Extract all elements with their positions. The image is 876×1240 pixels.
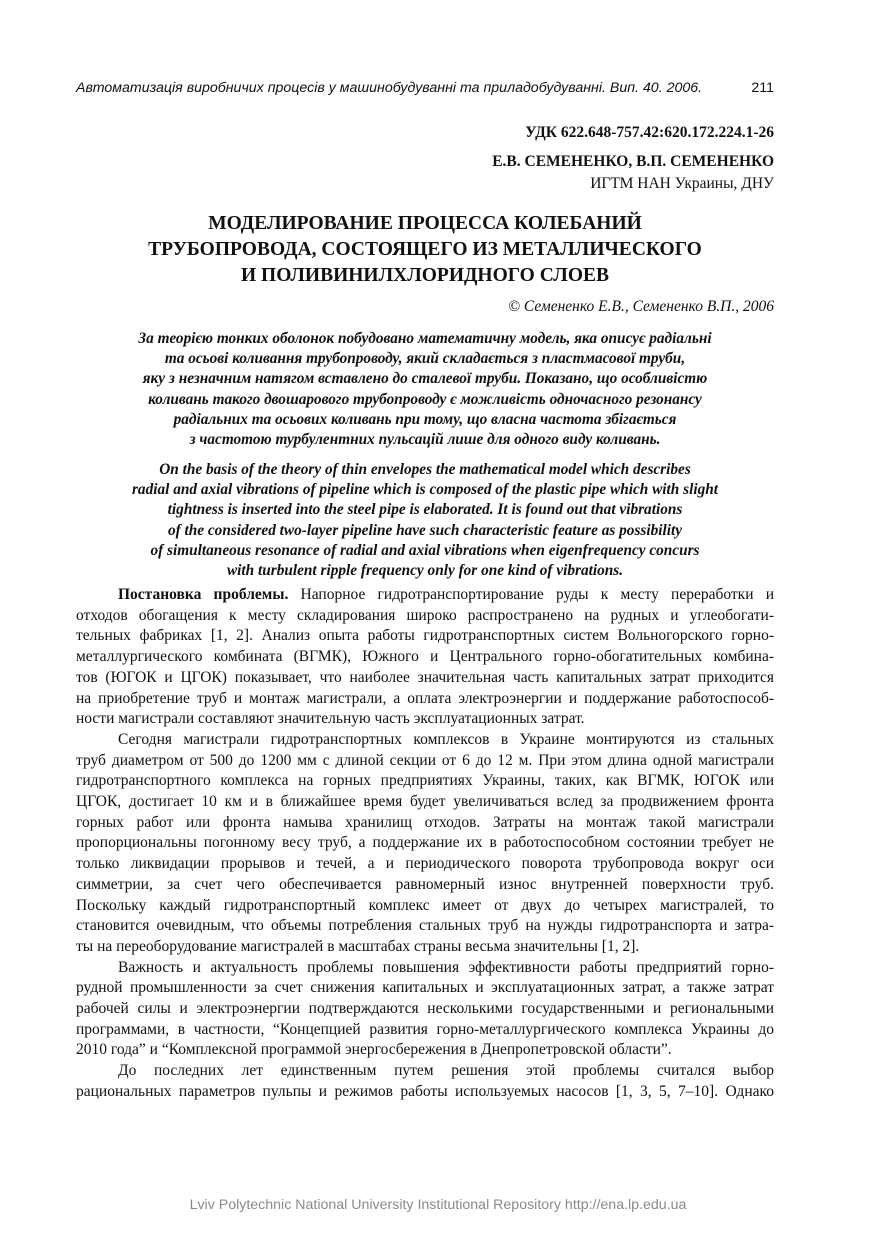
- paragraph-problem-statement: [76, 585, 774, 730]
- title-line: МОДЕЛИРОВАНИЕ ПРОЦЕССА КОЛЕБАНИЙ: [208, 213, 642, 234]
- body-line: металлургического комбината (ВГМК), Южного и Центрального горно-обогатительных комбина-: [76, 648, 774, 666]
- body-line: Поскольку каждый гидротранспортный комплекс имеет от двух до четырех магистралей, то: [76, 896, 774, 914]
- authors: Е.В. СЕМЕНЕНКО, В.П. СЕМЕНЕНКО: [492, 153, 774, 170]
- body-line: симметрии, за счет чего обеспечивается равномерный износ внутренней поверхности труб.: [76, 875, 774, 893]
- body-line: ЦГОК, достигает 10 км и в ближайшее время будет увеличиваться вслед за продвижением фронта: [76, 793, 774, 811]
- body-line: 2010 года” и “Комплексной программой энергосбережения в Днепропетровской области”.: [76, 1041, 672, 1059]
- abstract-line: та осьові коливання трубопроводу, який складається з пластмасової труби,: [164, 350, 686, 368]
- abstract-line: з частотою турбулентних пульсацій лише для одного виду коливань.: [189, 431, 661, 449]
- body-line: рациональных параметров пульпы и режимов работы используемых насосов [1, 3, 5, 7–10]. Однако: [76, 1082, 774, 1100]
- paper-title: [76, 211, 774, 289]
- repository-footer: Lviv Polytechnic National University Institutional Repository http://ena.lp.edu.ua: [189, 1197, 687, 1213]
- body-line: на приобретение труб и монтаж магистрали, а оплата электроэнергии и поддержание работоспособ-: [76, 689, 774, 707]
- body-line-text: Напорное гидротранспортирование руды к месту переработки и: [288, 586, 774, 603]
- running-header: [76, 80, 774, 96]
- abstract-line: of the considered two-layer pipeline have such characteristic feature as possibility: [167, 521, 683, 539]
- abstract-line: On the basis of the theory of thin envelopes the mathematical model which describes: [159, 461, 691, 478]
- abstract-line: коливань такого двошарового трубопроводу є можливість одночасного резонансу: [148, 390, 702, 408]
- body-line: ты на переоборудование магистралей в масштабах страны весьма значительны [1, 2].: [76, 937, 640, 955]
- body-line: До последних лет единственным путем решения этой проблемы считался выбор: [118, 1062, 774, 1080]
- body-line: тов (ЮГОК и ЦГОК) показывает, что наиболее значительная часть капитальных затрат приходится: [76, 668, 774, 686]
- body-line: рудной промышленности за счет снижения капитальных и эксплуатационных затрат, а также затрат: [76, 979, 774, 997]
- body-text: [76, 585, 774, 1103]
- journal-citation: Автоматизація виробничих процесів у машинобудуванні та приладобудуванні. Вип. 40. 2006.: [76, 80, 703, 96]
- body-line: рабочей силы и электроэнергии подтверждаются несколькими государственными и региональными: [76, 1000, 774, 1018]
- body-line: Важность и актуальность проблемы повышения эффективности работы предприятий горно-: [118, 958, 774, 976]
- body-line: горных работ или фронта намыва хранилищ отходов. Затраты на монтаж такой магистрали: [76, 813, 774, 831]
- abstract-english: [76, 460, 774, 581]
- body-line: [76, 585, 774, 606]
- abstract-line: яку з незначним натягом вставлено до сталевої труби. Показано, що особливістю: [142, 370, 708, 388]
- body-line: только ликвидации прорывов и течей, а и периодического поворота трубопровода вокруг оси: [76, 855, 774, 873]
- abstract-ukrainian: [76, 329, 774, 450]
- paragraph-pipelines: [76, 730, 774, 958]
- body-line: отходов обогащения к месту складирования широко распространено на рудных и углеобогати-: [76, 606, 774, 624]
- abstract-line: За теорією тонких оболонок побудовано математичну модель, яка описує радіальні: [138, 330, 712, 347]
- section-heading: Постановка проблемы.: [118, 586, 289, 603]
- affiliation: ИГТМ НАН Украины, ДНУ: [590, 175, 774, 192]
- abstract-line: of simultaneous resonance of radial and axial vibrations when eigenfrequency concurs: [150, 541, 700, 559]
- page-number: 211: [751, 80, 774, 96]
- body-line: программами, в частности, “Концепцией развития горно-металлургического комплекса Украины до: [76, 1020, 774, 1038]
- abstract-line: radial and axial vibrations of pipeline which is composed of the plastic pipe which with slight: [131, 481, 718, 499]
- paragraph-solutions: [76, 1061, 774, 1102]
- body-line: пропорциональны погонному весу труб, а поддержание их в работоспособном состоянии требует не: [76, 834, 774, 852]
- abstract-line: with turbulent ripple frequency only for one kind of vibrations.: [226, 562, 624, 580]
- abstract-line: tightness is inserted into the steel pipe is elaborated. It is found out that vibrations: [167, 501, 683, 519]
- title-line: И ПОЛИВИНИЛХЛОРИДНОГО СЛОЕВ: [240, 265, 610, 286]
- body-line: становится очевидным, что объемы потребления стальных труб на нужды гидротранспорта и затра-: [76, 917, 774, 935]
- paragraph-importance: [76, 958, 774, 1062]
- body-line: Сегодня магистрали гидротранспортных комплексов в Украине монтируются из стальных: [118, 730, 774, 748]
- title-line: ТРУБОПРОВОДА, СОСТОЯЩЕГО ИЗ МЕТАЛЛИЧЕСКОГО: [148, 239, 702, 260]
- body-line: гидротранспортного комплекса на горных предприятиях Украины, таких, как ВГМК, ЮГОК или: [76, 772, 774, 790]
- body-line: ности магистрали составляют значительную часть эксплуатационных затрат.: [76, 710, 585, 728]
- body-line: труб диаметром от 500 до 1200 мм с длиной секции от 6 до 12 м. При этом длина одной магистрали: [76, 751, 774, 769]
- copyright-notice: © Семененко Е.В., Семененко В.П., 2006: [508, 298, 774, 315]
- udk-code: УДК 622.648-757.42:620.172.224.1-26: [525, 124, 774, 141]
- body-line: тельных фабриках [1, 2]. Анализ опыта работы гидротранспортных систем Вольногорского горно-: [76, 627, 774, 645]
- abstract-line: радіальних та осьових коливань при тому, що власна частота збігається: [173, 410, 677, 428]
